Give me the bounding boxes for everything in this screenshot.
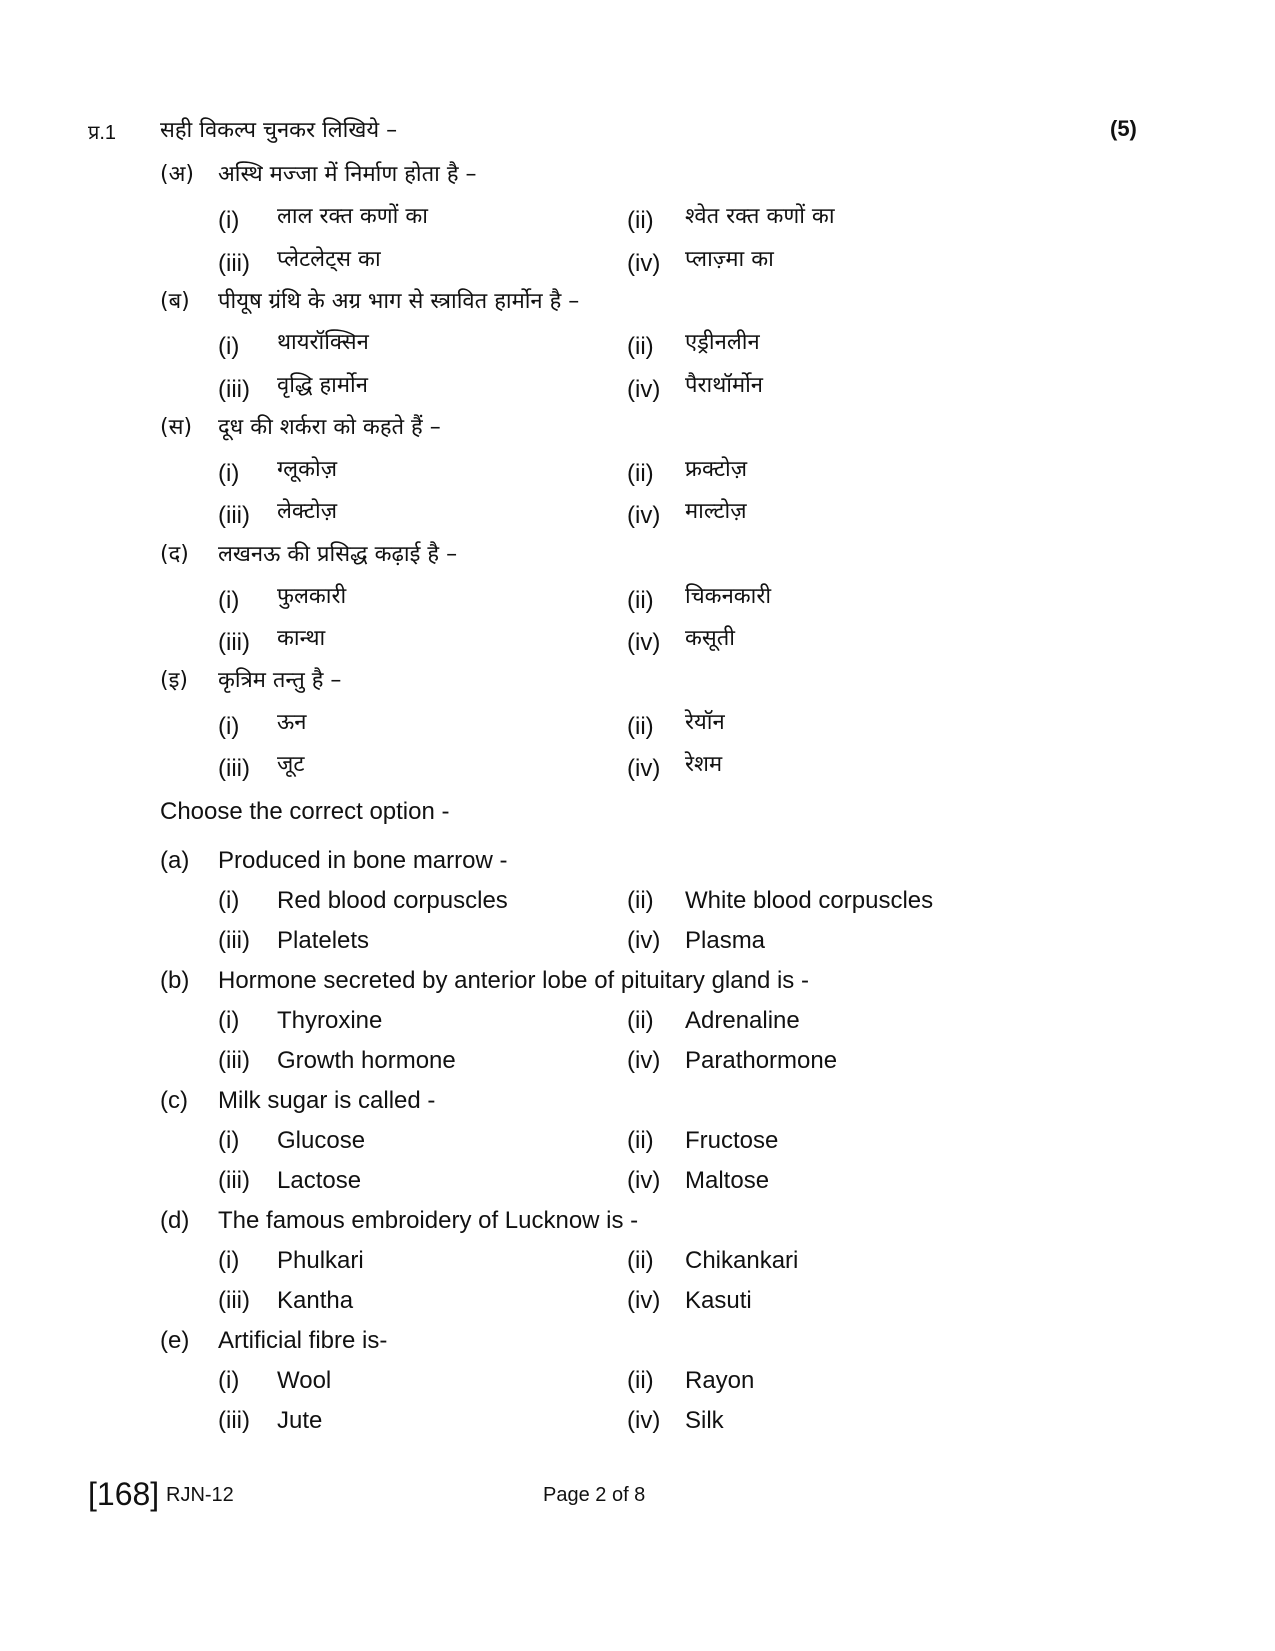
option-number: (iii): [218, 927, 250, 954]
option-number: (iii): [218, 1167, 250, 1194]
option-number: (i): [218, 1007, 240, 1034]
option-text: Red blood corpuscles: [277, 887, 508, 914]
option-number: (iv): [627, 1167, 661, 1194]
question-text: Produced in bone marrow -: [218, 847, 508, 874]
question-text: अस्थि मज्जा में निर्माण होता है –: [218, 162, 477, 187]
question-label: (स): [160, 415, 193, 440]
option-number: (i): [218, 887, 240, 914]
english-instruction: Choose the correct option -: [160, 798, 450, 825]
option-number: (i): [218, 207, 240, 234]
option-text: कसूती: [685, 626, 736, 651]
question-label: (a): [160, 847, 190, 874]
option-number: (ii): [627, 1127, 654, 1154]
option-text: ऊन: [277, 710, 307, 735]
option-text: फ्रक्टोज़: [685, 457, 748, 482]
option-text: एड्रीनलीन: [685, 330, 760, 355]
option-number: (iv): [627, 927, 661, 954]
option-number: (iii): [218, 755, 250, 782]
option-text: Lactose: [277, 1167, 362, 1194]
option-text: कान्था: [277, 626, 326, 651]
question-text: Hormone secreted by anterior lobe of pituitary gland is -: [218, 967, 809, 994]
option-text: जूट: [277, 752, 305, 777]
option-number: (iii): [218, 376, 250, 403]
option-number: (ii): [627, 713, 654, 740]
marks: (5): [1110, 116, 1137, 141]
option-text: Jute: [277, 1407, 323, 1434]
option-text: लेक्टोज़: [277, 499, 338, 524]
question-text: पीयूष ग्रंथि के अग्र भाग से स्त्रावित हार्मोन है –: [218, 289, 580, 314]
paper-code: RJN-12: [166, 1484, 234, 1506]
option-number: (ii): [627, 207, 654, 234]
option-number: (iii): [218, 1047, 250, 1074]
option-text: Rayon: [685, 1367, 755, 1394]
option-number: (iv): [627, 502, 661, 529]
option-text: Phulkari: [277, 1247, 364, 1274]
option-number: (iii): [218, 1407, 250, 1434]
option-text: Growth hormone: [277, 1047, 456, 1074]
option-number: (ii): [627, 460, 654, 487]
question-label: (e): [160, 1327, 190, 1354]
question-label: (अ): [160, 162, 194, 187]
question-label: (इ): [160, 668, 188, 693]
option-text: थायरॉक्सिन: [277, 330, 369, 355]
option-text: रेयॉन: [685, 710, 725, 735]
option-text: माल्टोज़: [685, 499, 747, 524]
option-text: Kasuti: [685, 1287, 752, 1314]
option-text: पैराथॉर्मोन: [685, 373, 764, 398]
option-number: (iii): [218, 1287, 250, 1314]
option-text: Wool: [277, 1367, 332, 1394]
option-number: (iv): [627, 376, 661, 403]
option-text: Fructose: [685, 1127, 779, 1154]
question-text: Milk sugar is called -: [218, 1087, 436, 1114]
option-number: (ii): [627, 1247, 654, 1274]
option-text: प्लेटलेट्स का: [277, 247, 381, 272]
question-number: प्र.1: [88, 122, 117, 144]
question-text: कृत्रिम तन्तु है –: [218, 668, 342, 693]
question-text: Artificial fibre is-: [218, 1327, 388, 1354]
option-text: Maltose: [685, 1167, 770, 1194]
hindi-instruction: सही विकल्प चुनकर लिखिये –: [160, 118, 398, 143]
option-text: Silk: [685, 1407, 724, 1434]
option-text: Parathormone: [685, 1047, 838, 1074]
option-number: (iv): [627, 755, 661, 782]
question-label: (b): [160, 967, 190, 994]
option-text: Chikankari: [685, 1247, 799, 1274]
option-text: वृद्धि हार्मोन: [277, 373, 368, 398]
option-number: (i): [218, 1367, 240, 1394]
option-text: प्लाज़्मा का: [685, 247, 774, 272]
option-number: (iv): [627, 1047, 661, 1074]
option-text: चिकनकारी: [685, 584, 772, 609]
option-text: ग्लूकोज़: [277, 457, 338, 482]
question-text: दूध की शर्करा को कहते हैं –: [218, 415, 441, 440]
option-number: (i): [218, 333, 240, 360]
option-number: (iv): [627, 250, 661, 277]
option-number: (iv): [627, 1407, 661, 1434]
option-text: श्वेत रक्त कणों का: [685, 204, 835, 229]
question-label: (द): [160, 542, 189, 567]
option-text: Platelets: [277, 927, 370, 954]
option-text: Thyroxine: [277, 1007, 383, 1034]
question-label: (c): [160, 1087, 188, 1114]
option-number: (ii): [627, 1367, 654, 1394]
question-text: The famous embroidery of Lucknow is -: [218, 1207, 639, 1234]
option-number: (i): [218, 1247, 240, 1274]
question-label: (ब): [160, 289, 190, 314]
option-text: Glucose: [277, 1127, 366, 1154]
option-text: Kantha: [277, 1287, 354, 1314]
option-number: (i): [218, 587, 240, 614]
option-number: (i): [218, 713, 240, 740]
option-number: (ii): [627, 887, 654, 914]
option-number: (ii): [627, 333, 654, 360]
option-text: रेशम: [685, 752, 723, 777]
option-number: (iii): [218, 629, 250, 656]
option-number: (ii): [627, 587, 654, 614]
option-number: (iii): [218, 250, 250, 277]
option-text: लाल रक्त कणों का: [277, 204, 428, 229]
option-text: फुलकारी: [277, 584, 347, 609]
option-number: (i): [218, 460, 240, 487]
option-text: Plasma: [685, 927, 766, 954]
option-number: (iv): [627, 1287, 661, 1314]
paper-number: [168]: [88, 1476, 160, 1512]
option-number: (i): [218, 1127, 240, 1154]
question-label: (d): [160, 1207, 190, 1234]
question-text: लखनऊ की प्रसिद्ध कढ़ाई है –: [218, 542, 458, 567]
option-text: Adrenaline: [685, 1007, 800, 1034]
option-number: (ii): [627, 1007, 654, 1034]
option-number: (iii): [218, 502, 250, 529]
option-text: White blood corpuscles: [685, 887, 934, 914]
option-number: (iv): [627, 629, 661, 656]
page-number: Page 2 of 8: [543, 1484, 646, 1506]
